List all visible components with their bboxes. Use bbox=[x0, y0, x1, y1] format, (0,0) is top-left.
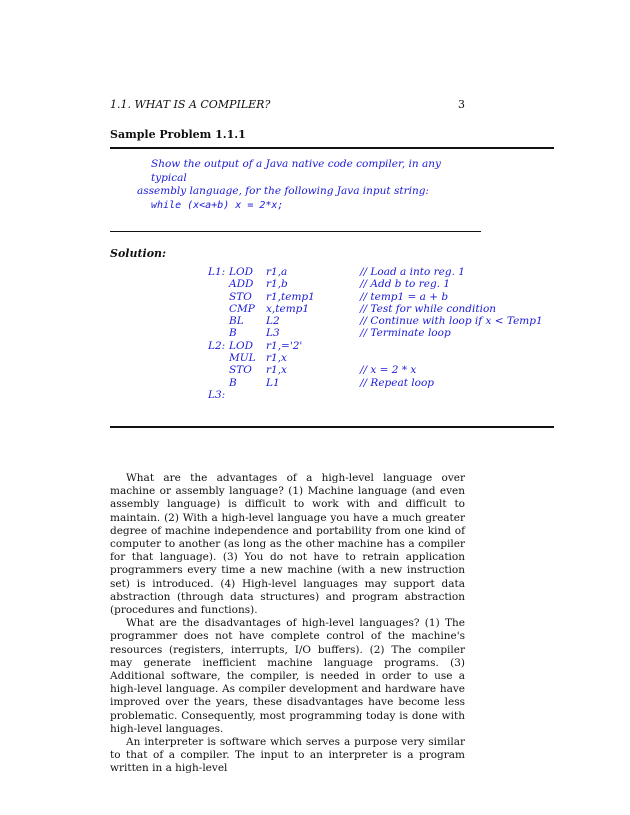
solution-title: Solution: bbox=[110, 247, 167, 260]
code-opcode: B bbox=[229, 327, 237, 340]
sample-problem-title: Sample Problem 1.1.1 bbox=[110, 128, 246, 141]
section-title: 1.1. WHAT IS A COMPILER? bbox=[110, 98, 271, 111]
body-paragraph: What are the disadvantages of high-level languages? (1) The programmer does not have complete control of the machine's resources (registers, interrupts, I/O buffers). (2) The compiler may generate inefficient machine language programs. (3) Additional software, the compiler, is needed in order to use a high-level language. As compiler development and hardware have improved over the years, these disadvantages have become less problematic. Consequently, most programming today is done with high-level languages. bbox=[110, 617, 465, 735]
code-opcode: B bbox=[229, 376, 237, 389]
code-opcode: CMP bbox=[229, 302, 255, 315]
problem-top-rule bbox=[110, 147, 554, 149]
code-opcode: BL bbox=[229, 315, 244, 328]
code-operand: x,temp1 bbox=[266, 302, 310, 315]
question-code: while (x<a+b) x = 2*x; bbox=[151, 199, 284, 211]
code-comment: // Load a into reg. 1 bbox=[360, 266, 465, 278]
code-operand: r1,='2' bbox=[266, 339, 303, 352]
code-operand: L1 bbox=[266, 376, 280, 389]
code-comment: // x = 2 * x bbox=[360, 364, 417, 377]
running-header bbox=[110, 98, 465, 111]
code-operand: L3 bbox=[266, 327, 280, 340]
question-line-2: assembly language, for the following Java input string: bbox=[137, 185, 429, 197]
problem-divider bbox=[110, 231, 481, 232]
code-opcode: LOD bbox=[229, 266, 253, 278]
code-operand: r1,x bbox=[266, 352, 287, 365]
code-operand: r1,temp1 bbox=[266, 290, 315, 303]
code-label: L3: bbox=[208, 388, 226, 401]
code-label: L1: bbox=[208, 266, 226, 278]
code-opcode: ADD bbox=[229, 278, 254, 291]
code-operand: r1,b bbox=[266, 278, 288, 291]
code-comment: // temp1 = a + b bbox=[360, 290, 449, 303]
code-comment: // Add b to reg. 1 bbox=[360, 278, 451, 291]
code-opcode: MUL bbox=[229, 352, 256, 365]
code-operand: L2 bbox=[266, 315, 280, 328]
code-opcode: STO bbox=[229, 290, 252, 303]
question-line-1: Show the output of a Java native code compiler, in any typical bbox=[151, 158, 441, 184]
problem-statement bbox=[137, 158, 467, 212]
body-text bbox=[110, 472, 465, 776]
code-comment: // Terminate loop bbox=[360, 327, 451, 340]
body-paragraph: An interpreter is software which serves a purpose very similar to that of a compiler. The input to an interpreter is a program written in a high-level bbox=[110, 736, 465, 775]
code-operand: r1,x bbox=[266, 364, 287, 377]
code-label: L2: bbox=[208, 339, 226, 352]
body-paragraph: What are the advantages of a high-level language over machine or assembly language? (1) Machine language (and even assembly language) is difficult to work with and difficult to maintain. (2) With a high-level language you have a much greater degree of machine independence and portability from one kind of computer to another (as long as the other machine has a compiler for that language). (3) You do not have to retrain application programmers every time a new machine (with a new instruction set) is introduced. (4) High-level languages may support data abstraction (through data structures) and program abstraction (procedures and functions). bbox=[110, 472, 465, 617]
code-comment: // Continue with loop if x < Temp1 bbox=[360, 315, 543, 328]
code-opcode: LOD bbox=[229, 339, 253, 352]
code-comment: // Test for while condition bbox=[360, 302, 497, 315]
code-operand: r1,a bbox=[266, 266, 288, 278]
code-comment: // Repeat loop bbox=[360, 376, 435, 389]
page-number: 3 bbox=[458, 98, 465, 111]
code-opcode: STO bbox=[229, 364, 252, 377]
solution-bottom-rule bbox=[110, 426, 554, 428]
